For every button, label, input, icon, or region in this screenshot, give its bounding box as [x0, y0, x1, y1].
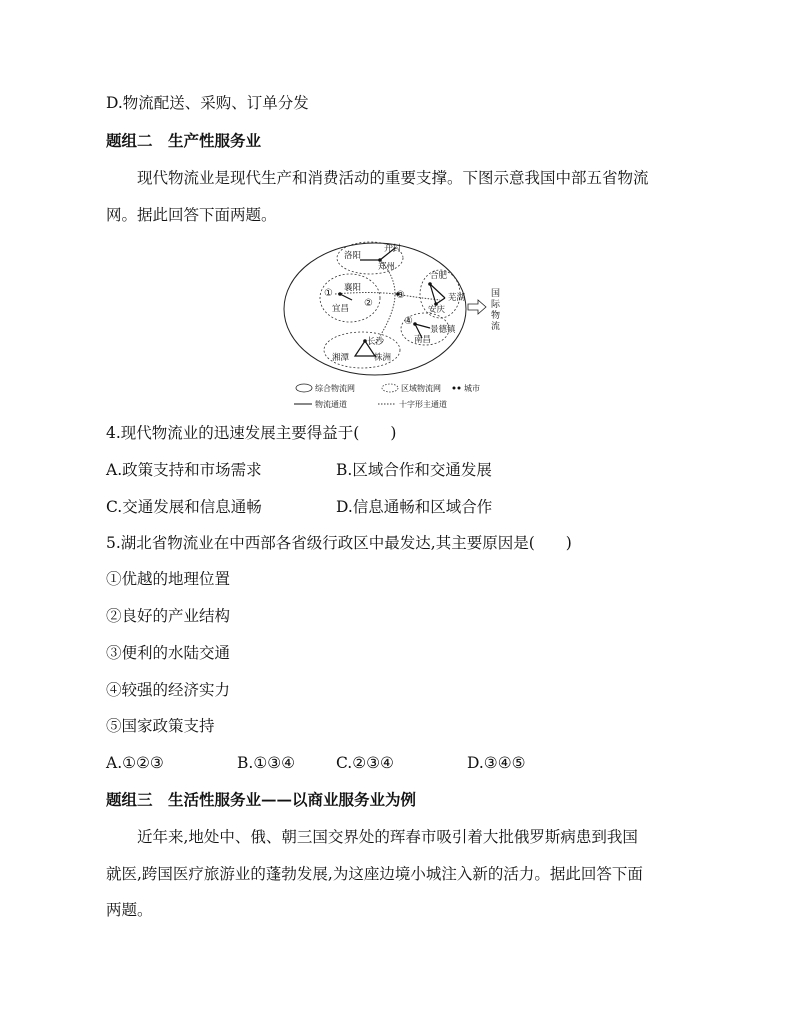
intl-char-2: 际: [491, 300, 501, 310]
q4-stem: 4.现代物流业的迅速发展主要得益于( ): [106, 424, 397, 442]
city-dot-hefei: [428, 282, 432, 286]
marker-1: ①: [324, 288, 333, 299]
legend-channel-label: 物流通道: [315, 400, 347, 409]
intl-char-3: 物: [491, 311, 501, 321]
legend-city-label: 城市: [464, 384, 480, 393]
q4-option-c[interactable]: C.交通发展和信息通畅: [106, 498, 262, 516]
q5-option-d[interactable]: D.③④⑤: [467, 754, 526, 772]
label-hefei: 合肥: [430, 271, 448, 281]
label-changsha: 长沙: [367, 337, 385, 347]
city-dot-xiangyang: [338, 292, 342, 296]
group3-intro-line1: 近年来,地处中、俄、朝三国交界处的珲春市吸引着大批俄罗斯病患到我国: [137, 828, 638, 846]
label-kaifeng: 开封: [384, 244, 402, 254]
legend-regional-symbol: [382, 384, 398, 392]
q5-item-3: ③便利的水陆交通: [106, 644, 231, 662]
city-dot-nanchang: [413, 322, 417, 326]
group2-intro-line1: 现代物流业是现代生产和消费活动的重要支撑。下图示意我国中部五省物流: [137, 169, 649, 187]
label-yichang: 宜昌: [332, 304, 350, 314]
channel-hubei: [340, 294, 352, 300]
label-xiangtan: 湘潭: [332, 353, 350, 363]
marker-4: ④: [404, 316, 413, 327]
map-legend: [294, 383, 480, 409]
logistics-network-map: [280, 236, 510, 416]
legend-regional-label: 区域物流网: [401, 384, 441, 393]
q5-option-c[interactable]: C.②③④: [336, 754, 394, 772]
q4-option-d[interactable]: D.信息通畅和区域合作: [336, 498, 493, 516]
intl-char-1: 国: [491, 289, 501, 299]
marker-3: ③: [396, 290, 405, 301]
label-jingdezhen: 景德镇: [430, 325, 456, 335]
legend-city-dot-1: [453, 387, 456, 390]
label-nanchang: 南昌: [414, 335, 432, 345]
q5-item-2: ②良好的产业结构: [106, 607, 231, 625]
marker-2: ②: [364, 298, 373, 309]
label-zhuzhou: 株洲: [374, 353, 392, 363]
q5-item-1: ①优越的地理位置: [106, 570, 231, 588]
label-anqing: 安庆: [428, 305, 446, 315]
legend-cross-label: 十字形主通道: [399, 400, 447, 409]
q5-option-a[interactable]: A.①②③: [106, 754, 164, 772]
group3-intro-line2: 就医,跨国医疗旅游业的蓬勃发展,为这座边境小城注入新的活力。据此回答下面: [106, 865, 643, 883]
group2-intro-line2: 网。据此回答下面两题。: [106, 206, 277, 224]
group3-intro-line3: 两题。: [106, 901, 153, 919]
q5-item-4: ④较强的经济实力: [106, 681, 231, 699]
group3-heading: 题组三 生活性服务业——以商业服务业为例: [106, 790, 417, 809]
legend-comprehensive-label: 综合物流网: [315, 384, 355, 393]
label-luoyang: 洛阳: [344, 251, 362, 261]
q4-option-b[interactable]: B.区域合作和交通发展: [336, 461, 492, 479]
intl-char-4: 流: [491, 322, 501, 332]
label-zhengzhou: 郑州: [378, 262, 396, 272]
international-flow-arrow: [468, 300, 486, 314]
q4-option-a[interactable]: A.政策支持和市场需求: [106, 461, 262, 479]
legend-comprehensive-symbol: [296, 384, 312, 392]
label-wuhu: 芜湖: [448, 293, 466, 303]
q5-option-b[interactable]: B.①③④: [237, 754, 296, 772]
previous-option-d: D.物流配送、采购、订单分发: [106, 94, 309, 112]
q5-item-5: ⑤国家政策支持: [106, 717, 215, 735]
label-xiangyang: 襄阳: [344, 283, 362, 293]
q5-stem: 5.湖北省物流业在中西部各省级行政区中最发达,其主要原因是( ): [106, 534, 572, 552]
group2-heading: 题组二 生产性服务业: [106, 131, 262, 150]
legend-city-dot-2: [458, 387, 461, 390]
